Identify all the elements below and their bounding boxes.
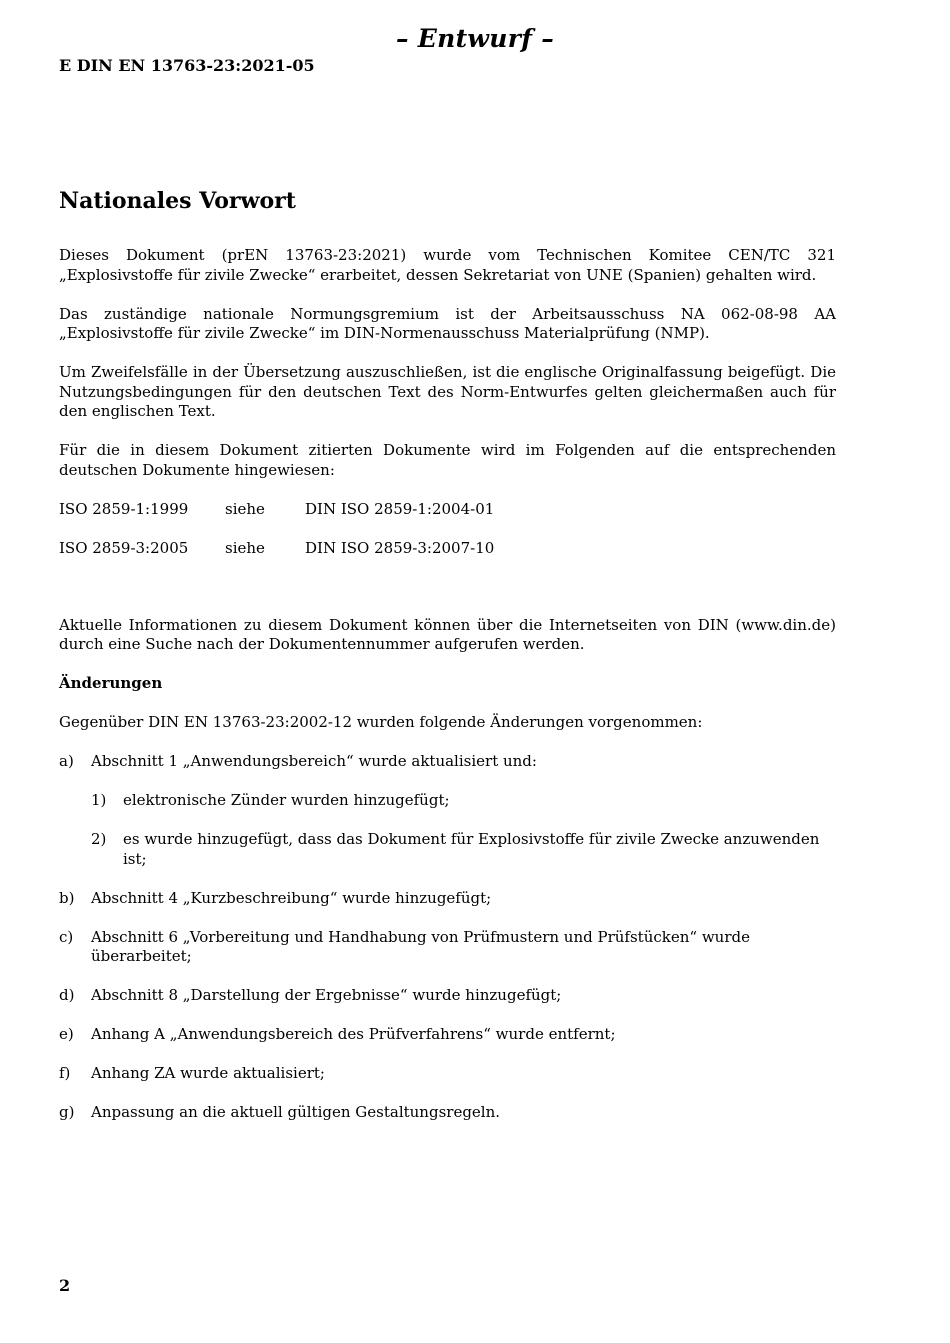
list-item: [59, 791, 836, 811]
list-item: [59, 1103, 836, 1123]
reference-see: siehe: [225, 499, 265, 518]
reference-row: [59, 500, 836, 520]
list-item: [59, 1025, 836, 1045]
list-marker: 1): [91, 791, 107, 809]
list-marker: c): [59, 927, 74, 946]
list-text: elektronische Zünder wurden hinzugefügt;: [123, 791, 450, 809]
paragraph-translation: Um Zweifelsfälle in der Übersetzung auszuschließen, ist die englische Originalfassung beigefügt. Die Nutzungsbedingungen für den deutschen Text des Norm-Entwurfes gelten gleichermaßen auch für den englischen Text.: [59, 363, 836, 420]
list-item: [59, 830, 836, 869]
list-marker: g): [59, 1103, 75, 1121]
list-item: [59, 928, 836, 967]
reference-see: siehe: [225, 538, 265, 557]
page-content: [59, 186, 836, 1142]
list-text: Abschnitt 6 „Vorbereitung und Handhabung von Prüfmustern und Prüfstücken“ wurde überarbeitet;: [91, 927, 750, 965]
list-item: [59, 986, 836, 1006]
list-marker: 2): [91, 830, 107, 848]
document-number: E DIN EN 13763-23:2021-05: [59, 56, 315, 75]
list-item: [59, 1064, 836, 1084]
paragraph-references-intro: Für die in diesem Dokument zitierten Dokumente wird im Folgenden auf die entsprechenden deutschen Dokumente hingewiesen:: [59, 441, 836, 479]
paragraph-info: Aktuelle Informationen zu diesem Dokument können über die Internetseiten von DIN (www.din.de) durch eine Suche nach der Dokumentennummer aufgerufen werden.: [59, 615, 836, 653]
list-item: [59, 752, 836, 772]
paragraph-committee: Dieses Dokument (prEN 13763-23:2021) wurde vom Technischen Komitee CEN/TC 321 „Explosivstoffe für zivile Zwecke“ erarbeitet, dessen Sekretariat von UNE (Spanien) gehalten wird.: [59, 246, 836, 284]
list-text: Abschnitt 1 „Anwendungsbereich“ wurde aktualisiert und:: [91, 752, 537, 770]
list-text: Anhang ZA wurde aktualisiert;: [91, 1064, 325, 1082]
list-marker: e): [59, 1025, 74, 1043]
reference-table: [59, 500, 836, 559]
changes-heading: Änderungen: [59, 674, 163, 692]
reference-iso: ISO 2859-3:2005: [59, 538, 189, 557]
list-text: Anpassung an die aktuell gültigen Gestaltungsregeln.: [91, 1103, 501, 1121]
section-title: Nationales Vorwort: [59, 188, 296, 214]
list-item: [59, 889, 836, 909]
draft-label: – Entwurf –: [395, 24, 555, 53]
list-marker: a): [59, 752, 74, 770]
list-text: Abschnitt 8 „Darstellung der Ergebnisse“ wurde hinzugefügt;: [91, 986, 562, 1004]
changes-intro: Gegenüber DIN EN 13763-23:2002-12 wurden folgende Änderungen vorgenommen:: [59, 713, 703, 731]
paragraph-national-body: Das zuständige nationale Normungsgremium ist der Arbeitsausschuss NA 062-08-98 AA „Explosivstoffe für zivile Zwecke“ im DIN-Normenausschuss Materialprüfung (NMP).: [59, 304, 836, 342]
list-marker: d): [59, 986, 75, 1004]
reference-iso: ISO 2859-1:1999: [59, 499, 189, 518]
list-marker: b): [59, 888, 75, 907]
reference-row: [59, 539, 836, 559]
list-text: es wurde hinzugefügt, dass das Dokument für Explosivstoffe für zivile Zwecke anzuwenden ist;: [123, 830, 820, 868]
page-number: 2: [59, 1276, 71, 1295]
list-text: Anhang A „Anwendungsbereich des Prüfverfahrens“ wurde entfernt;: [91, 1025, 616, 1043]
list-text: Abschnitt 4 „Kurzbeschreibung“ wurde hinzugefügt;: [91, 888, 492, 907]
reference-din: DIN ISO 2859-3:2007-10: [305, 538, 495, 557]
reference-din: DIN ISO 2859-1:2004-01: [305, 499, 495, 518]
list-marker: f): [59, 1064, 71, 1082]
